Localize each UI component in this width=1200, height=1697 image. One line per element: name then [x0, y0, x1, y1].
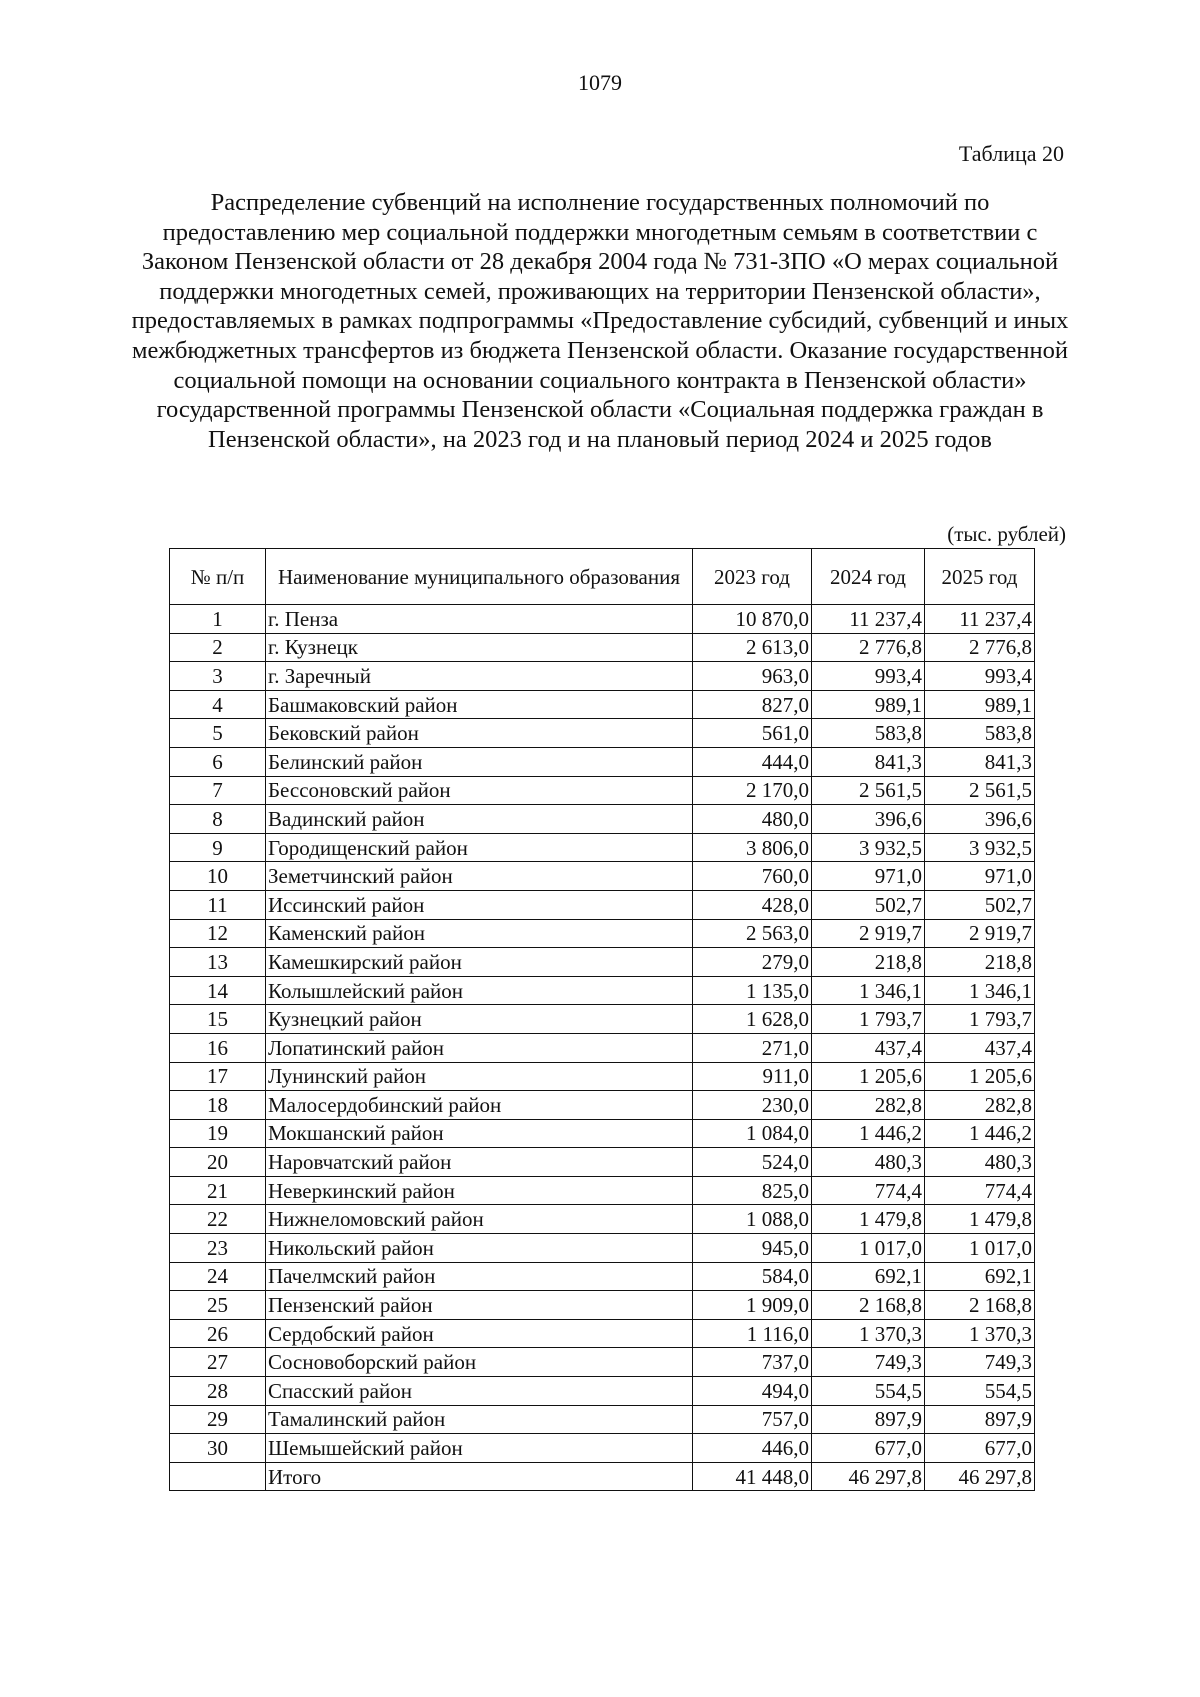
- row-2023: 584,0: [693, 1262, 812, 1291]
- row-2024: 989,1: [812, 690, 925, 719]
- row-2025: 749,3: [925, 1348, 1035, 1377]
- row-2024: 554,5: [812, 1377, 925, 1406]
- row-name: Лунинский район: [266, 1062, 693, 1091]
- table-row: [170, 890, 1035, 919]
- row-name: Камешкирский район: [266, 948, 693, 977]
- row-2024: 692,1: [812, 1262, 925, 1291]
- row-2023: 1 084,0: [693, 1119, 812, 1148]
- total-2024: 46 297,8: [812, 1462, 925, 1491]
- row-2023: 760,0: [693, 862, 812, 891]
- units-note: (тыс. рублей): [947, 522, 1066, 546]
- row-name: Бессоновский район: [266, 776, 693, 805]
- table-row: [170, 776, 1035, 805]
- row-name: Колышлейский район: [266, 976, 693, 1005]
- row-num: 29: [170, 1405, 266, 1434]
- header-2025: 2025 год: [925, 549, 1035, 605]
- row-name: Наровчатский район: [266, 1148, 693, 1177]
- header-num: № п/п: [170, 549, 266, 605]
- page-number: 1079: [578, 70, 622, 95]
- row-2023: 2 613,0: [693, 633, 812, 662]
- row-2024: 282,8: [812, 1091, 925, 1120]
- row-name: Земетчинский район: [266, 862, 693, 891]
- table-row: [170, 633, 1035, 662]
- row-2025: 1 205,6: [925, 1062, 1035, 1091]
- row-num: 8: [170, 805, 266, 834]
- row-num: 22: [170, 1205, 266, 1234]
- table-row: [170, 1091, 1035, 1120]
- header-2023: 2023 год: [693, 549, 812, 605]
- row-2023: 446,0: [693, 1434, 812, 1463]
- row-2025: 11 237,4: [925, 605, 1035, 634]
- table-row: [170, 1434, 1035, 1463]
- row-2024: 774,4: [812, 1176, 925, 1205]
- row-2024: 502,7: [812, 890, 925, 919]
- row-name: Шемышейский район: [266, 1434, 693, 1463]
- row-2023: 737,0: [693, 1348, 812, 1377]
- row-2023: 480,0: [693, 805, 812, 834]
- table-row: [170, 948, 1035, 977]
- row-num: 19: [170, 1119, 266, 1148]
- row-2023: 230,0: [693, 1091, 812, 1120]
- total-2025: 46 297,8: [925, 1462, 1035, 1491]
- row-2023: 827,0: [693, 690, 812, 719]
- table-row: [170, 976, 1035, 1005]
- row-2025: 993,4: [925, 662, 1035, 691]
- row-2024: 1 479,8: [812, 1205, 925, 1234]
- row-name: Сердобский район: [266, 1319, 693, 1348]
- table-row: [170, 805, 1035, 834]
- row-2023: 279,0: [693, 948, 812, 977]
- row-2024: 749,3: [812, 1348, 925, 1377]
- row-2024: 2 168,8: [812, 1291, 925, 1320]
- row-2024: 1 205,6: [812, 1062, 925, 1091]
- row-2024: 2 561,5: [812, 776, 925, 805]
- table-row: [170, 719, 1035, 748]
- row-2024: 971,0: [812, 862, 925, 891]
- row-2023: 524,0: [693, 1148, 812, 1177]
- row-2024: 437,4: [812, 1033, 925, 1062]
- row-2024: 1 793,7: [812, 1005, 925, 1034]
- row-num: 14: [170, 976, 266, 1005]
- row-2023: 757,0: [693, 1405, 812, 1434]
- row-name: Иссинский район: [266, 890, 693, 919]
- row-num: 9: [170, 833, 266, 862]
- row-2025: 841,3: [925, 747, 1035, 776]
- row-2024: 841,3: [812, 747, 925, 776]
- row-num: 27: [170, 1348, 266, 1377]
- row-2025: 554,5: [925, 1377, 1035, 1406]
- table-label: Таблица 20: [958, 141, 1064, 166]
- table-row: [170, 833, 1035, 862]
- row-name: Кузнецкий район: [266, 1005, 693, 1034]
- row-num: 30: [170, 1434, 266, 1463]
- row-name: Спасский район: [266, 1377, 693, 1406]
- table-row: [170, 690, 1035, 719]
- row-name: Нижнеломовский район: [266, 1205, 693, 1234]
- row-name: Каменский район: [266, 919, 693, 948]
- row-num: 23: [170, 1234, 266, 1263]
- table-row: [170, 1291, 1035, 1320]
- row-2025: 2 561,5: [925, 776, 1035, 805]
- table-row: [170, 1033, 1035, 1062]
- row-num: 7: [170, 776, 266, 805]
- row-name: Башмаковский район: [266, 690, 693, 719]
- total-num: [170, 1462, 266, 1491]
- row-num: 21: [170, 1176, 266, 1205]
- row-num: 17: [170, 1062, 266, 1091]
- row-2023: 3 806,0: [693, 833, 812, 862]
- row-num: 11: [170, 890, 266, 919]
- table-row: [170, 1234, 1035, 1263]
- table-row: [170, 1205, 1035, 1234]
- row-2023: 428,0: [693, 890, 812, 919]
- row-2024: 1 446,2: [812, 1119, 925, 1148]
- row-2025: 677,0: [925, 1434, 1035, 1463]
- row-2023: 963,0: [693, 662, 812, 691]
- row-2025: 1 793,7: [925, 1005, 1035, 1034]
- row-2025: 1 479,8: [925, 1205, 1035, 1234]
- row-2025: 774,4: [925, 1176, 1035, 1205]
- row-2025: 1 446,2: [925, 1119, 1035, 1148]
- row-num: 2: [170, 633, 266, 662]
- row-2023: 2 170,0: [693, 776, 812, 805]
- row-name: Сосновоборский район: [266, 1348, 693, 1377]
- row-name: Тамалинский район: [266, 1405, 693, 1434]
- table-row: [170, 1377, 1035, 1406]
- row-2025: 282,8: [925, 1091, 1035, 1120]
- document-title: Распределение субвенций на исполнение государственных полномочий по предоставлению мер социальной поддержки многодетным семьям в соответствии с Законом Пензенской области от 28 декабря 2004 года № 731-ЗПО «О мерах социальной поддержки многодетных семей, проживающих на территории Пензенской области», предоставляемых в рамках подпрограммы «Предоставление субсидий, субвенций и иных межбюджетных трансфертов из бюджета Пензенской области. Оказание государственной социальной помощи на основании социального контракта в Пензенской области» государственной программы Пензенской области «Социальная поддержка граждан в Пензенской области», на 2023 год и на плановый период 2024 и 2025 годов: [131, 189, 1069, 453]
- row-2025: 692,1: [925, 1262, 1035, 1291]
- row-2025: 396,6: [925, 805, 1035, 834]
- table-row: [170, 862, 1035, 891]
- row-2024: 396,6: [812, 805, 925, 834]
- row-2025: 1 370,3: [925, 1319, 1035, 1348]
- table-row: [170, 1148, 1035, 1177]
- table-row: [170, 605, 1035, 634]
- row-2024: 1 017,0: [812, 1234, 925, 1263]
- row-2024: 2 919,7: [812, 919, 925, 948]
- row-num: 24: [170, 1262, 266, 1291]
- row-2024: 1 370,3: [812, 1319, 925, 1348]
- row-2025: 437,4: [925, 1033, 1035, 1062]
- row-num: 28: [170, 1377, 266, 1406]
- row-2024: 3 932,5: [812, 833, 925, 862]
- row-2023: 1 088,0: [693, 1205, 812, 1234]
- row-name: Неверкинский район: [266, 1176, 693, 1205]
- row-num: 25: [170, 1291, 266, 1320]
- row-2025: 989,1: [925, 690, 1035, 719]
- row-num: 5: [170, 719, 266, 748]
- row-num: 12: [170, 919, 266, 948]
- row-num: 18: [170, 1091, 266, 1120]
- row-2023: 494,0: [693, 1377, 812, 1406]
- table-row: [170, 1348, 1035, 1377]
- table-row: [170, 1119, 1035, 1148]
- row-num: 16: [170, 1033, 266, 1062]
- row-2024: 11 237,4: [812, 605, 925, 634]
- row-2023: 561,0: [693, 719, 812, 748]
- row-name: Пензенский район: [266, 1291, 693, 1320]
- row-2025: 2 168,8: [925, 1291, 1035, 1320]
- table-row: [170, 1319, 1035, 1348]
- row-2024: 583,8: [812, 719, 925, 748]
- row-2023: 2 563,0: [693, 919, 812, 948]
- row-name: г. Пенза: [266, 605, 693, 634]
- row-2023: 1 909,0: [693, 1291, 812, 1320]
- row-num: 20: [170, 1148, 266, 1177]
- subvention-table: [169, 548, 1035, 1491]
- row-2024: 677,0: [812, 1434, 925, 1463]
- total-2023: 41 448,0: [693, 1462, 812, 1491]
- row-name: Мокшанский район: [266, 1119, 693, 1148]
- row-2025: 2 919,7: [925, 919, 1035, 948]
- row-num: 13: [170, 948, 266, 977]
- row-2025: 2 776,8: [925, 633, 1035, 662]
- row-2025: 1 017,0: [925, 1234, 1035, 1263]
- table-row: [170, 919, 1035, 948]
- row-2025: 583,8: [925, 719, 1035, 748]
- row-2023: 10 870,0: [693, 605, 812, 634]
- row-num: 4: [170, 690, 266, 719]
- row-name: Никольский район: [266, 1234, 693, 1263]
- row-name: Городищенский район: [266, 833, 693, 862]
- row-2025: 502,7: [925, 890, 1035, 919]
- header-name: Наименование муниципального образования: [266, 549, 693, 605]
- row-num: 6: [170, 747, 266, 776]
- row-name: Вадинский район: [266, 805, 693, 834]
- table-row: [170, 1262, 1035, 1291]
- row-name: Малосердобинский район: [266, 1091, 693, 1120]
- row-2024: 897,9: [812, 1405, 925, 1434]
- row-name: г. Заречный: [266, 662, 693, 691]
- table-row: [170, 1176, 1035, 1205]
- row-2023: 271,0: [693, 1033, 812, 1062]
- row-2025: 971,0: [925, 862, 1035, 891]
- row-2024: 993,4: [812, 662, 925, 691]
- table-row: [170, 1062, 1035, 1091]
- row-2023: 1 116,0: [693, 1319, 812, 1348]
- row-name: г. Кузнецк: [266, 633, 693, 662]
- row-name: Бековский район: [266, 719, 693, 748]
- row-2023: 911,0: [693, 1062, 812, 1091]
- row-2023: 1 628,0: [693, 1005, 812, 1034]
- row-2025: 897,9: [925, 1405, 1035, 1434]
- table-row: [170, 662, 1035, 691]
- table-header-row: [170, 549, 1035, 605]
- header-2024: 2024 год: [812, 549, 925, 605]
- row-num: 15: [170, 1005, 266, 1034]
- row-num: 1: [170, 605, 266, 634]
- row-2024: 218,8: [812, 948, 925, 977]
- row-2024: 2 776,8: [812, 633, 925, 662]
- row-name: Белинский район: [266, 747, 693, 776]
- total-label: Итого: [266, 1462, 693, 1491]
- row-name: Лопатинский район: [266, 1033, 693, 1062]
- table-row: [170, 1005, 1035, 1034]
- table-row: [170, 747, 1035, 776]
- row-2025: 1 346,1: [925, 976, 1035, 1005]
- row-num: 26: [170, 1319, 266, 1348]
- row-2023: 825,0: [693, 1176, 812, 1205]
- table-row: [170, 1405, 1035, 1434]
- row-2025: 480,3: [925, 1148, 1035, 1177]
- table-body: [170, 605, 1035, 1491]
- row-2024: 1 346,1: [812, 976, 925, 1005]
- row-2023: 1 135,0: [693, 976, 812, 1005]
- total-row: [170, 1462, 1035, 1491]
- row-2025: 3 932,5: [925, 833, 1035, 862]
- row-num: 10: [170, 862, 266, 891]
- row-2024: 480,3: [812, 1148, 925, 1177]
- row-2023: 945,0: [693, 1234, 812, 1263]
- row-2025: 218,8: [925, 948, 1035, 977]
- row-2023: 444,0: [693, 747, 812, 776]
- row-name: Пачелмский район: [266, 1262, 693, 1291]
- row-num: 3: [170, 662, 266, 691]
